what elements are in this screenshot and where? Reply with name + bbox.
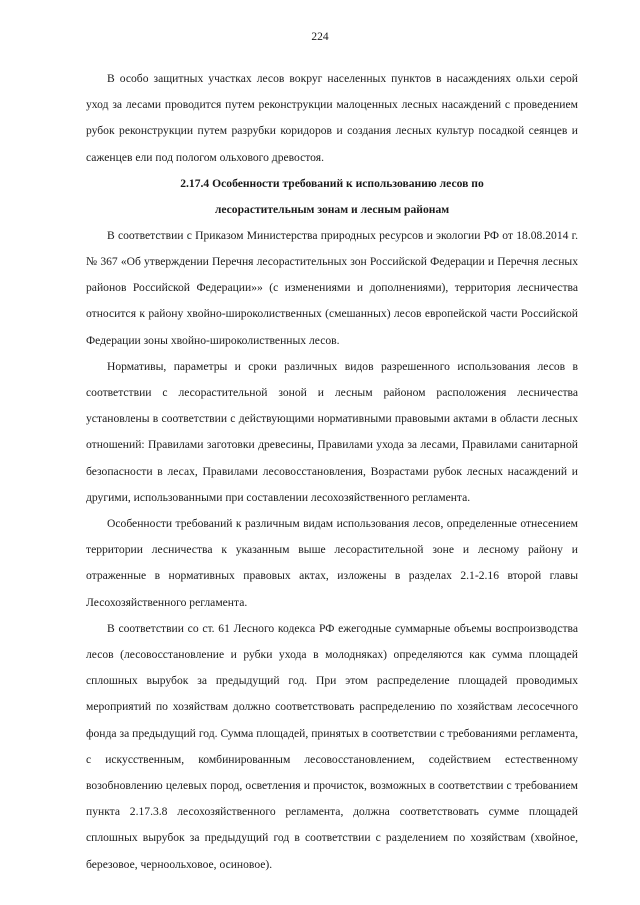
paragraph-norms: Нормативы, параметры и сроки различных видов разрешенного использования лесов в соответствии с лесорастительной зоной и лесным районом расположения лесничества установлены в соответствии с действующими нормативными правовыми актами в области лесных отношений: Правилами заготовки древесины, Правилами ухода за лесами, Правилами санитарной безопасности в лесах, Правилами лесовосстановления, Возрастами рубок лесных насаждений и другими, использованными при составлении лесохозяйственного регламента. — [86, 359, 578, 504]
paragraph-reproduction-volumes: В соответствии со ст. 61 Лесного кодекса РФ ежегодные суммарные объемы воспроизводства лесов (лесовосстановление и рубки ухода в молодняках) определяются как сумма площадей сплошных вырубок за предыдущий год. При этом распределение площадей проводимых мероприятий по хозяйствам должно соответствовать распределению по хозяйствам лесосечного фонда за предыдущий год. Сумма площадей, принятых в соответствии с требованиями регламента, с искусственным, комбинированным лесовосстановлением, содействием естественному возобновлению целевых пород, осветления и прочисток, возможных в соответствии с требованием пункта 2.17.3.8 лесохозяйственного регламента, должна соответствовать сумме площадей сплошных вырубок за предыдущий год в соответствии с разделением по хозяйствам (хвойное, березовое, черноольховое, осиновое). — [86, 621, 578, 871]
section-heading-line-1: 2.17.4 Особенности требований к использованию лесов по — [180, 176, 484, 190]
paragraph-requirements: Особенности требований к различным видам использования лесов, определенные отнесением территории лесничества к указанным выше лесорастительной зоне и лесному району и отраженные в нормативных правовых актах, изложены в разделах 2.1-2.16 второй главы Лесохозяйственного регламента. — [86, 517, 578, 609]
page-body — [86, 66, 578, 878]
paragraph-zone-assignment: В соответствии с Приказом Министерства природных ресурсов и экологии РФ от 18.08.2014 г. № 367 «Об утверждении Перечня лесорастительных зон Российской Федерации и Перечня лесных районов Российской Федерации»» (с изменениями и дополнениями), территория лесничества относится к району хвойно-широколиственных (смешанных) лесов европейской части Российской Федерации зоны хвойно-широколиственных лесов. — [86, 228, 578, 347]
paragraph-intro: В особо защитных участках лесов вокруг населенных пунктов в насаждениях ольхи серой уход за лесами проводится путем реконструкции малоценных лесных насаждений с проведением рубок реконструкции путем разрубки коридоров и создания лесных культур посадкой сеянцев и саженцев ели под пологом ольхового древостоя. — [86, 72, 578, 164]
page-number: 224 — [311, 31, 329, 43]
section-heading — [86, 171, 578, 223]
section-heading-line-2: лесорастительным зонам и лесным районам — [214, 202, 450, 216]
